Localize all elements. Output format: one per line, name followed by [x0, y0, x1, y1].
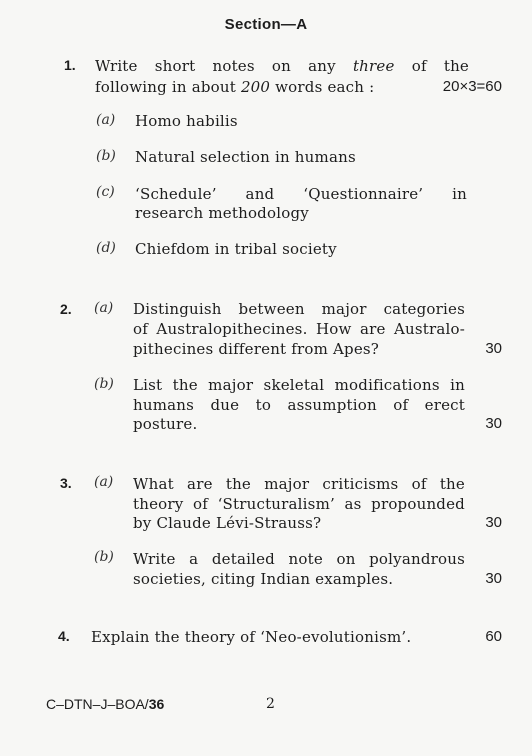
q2-part-b-label: (b)	[94, 376, 114, 392]
q2-part-b-marks: 30	[485, 415, 502, 432]
question-1-stem-line2: following in about 200 words each :	[95, 78, 375, 96]
q1-item-c-label: (c)	[96, 184, 115, 200]
q3-part-b-line2: societies, citing Indian examples.	[133, 570, 394, 588]
question-4-number: 4.	[58, 628, 70, 644]
q2-part-a-line2: of Australopithecines. How are Australo-	[133, 320, 465, 338]
q1-item-d-text: Chiefdom in tribal society	[135, 240, 337, 258]
q1-item-b-label: (b)	[96, 148, 116, 164]
q1-item-c-line1: ‘Schedule’ and ‘Questionnaire’ in	[135, 185, 467, 203]
question-1-number: 1.	[64, 57, 76, 73]
question-1-marks: 20×3=60	[442, 78, 502, 95]
question-1-stem-line1: Write short notes on any three of the	[95, 57, 470, 75]
q3-part-b-line1: Write a detailed note on polyandrous	[133, 550, 465, 568]
q1-item-b-text: Natural selection in humans	[135, 148, 356, 166]
q1-item-c-line2: research methodology	[135, 204, 309, 222]
q3-part-a-line1: What are the major criticisms of the	[133, 475, 465, 493]
q1-item-a-label: (a)	[96, 112, 116, 128]
q3-part-a-marks: 30	[485, 514, 502, 531]
paper-code: C–DTN–J–BOA/36	[46, 696, 165, 712]
q2-part-a-line3: pithecines different from Apes?	[133, 340, 380, 358]
q2-part-b-line1: List the major skeletal modifications in	[133, 376, 465, 394]
q2-part-b-line3: posture.	[133, 415, 198, 433]
q3-part-a-line2: theory of ‘Structuralism’ as propounded	[133, 495, 465, 513]
question-4-marks: 60	[485, 628, 502, 645]
question-3-number: 3.	[60, 475, 72, 491]
question-2-number: 2.	[60, 301, 72, 317]
q2-part-a-marks: 30	[485, 340, 502, 357]
question-4-text: Explain the theory of ‘Neo-evolutionism’.	[91, 628, 412, 646]
q3-part-b-marks: 30	[485, 570, 502, 587]
q1-item-d-label: (d)	[96, 240, 116, 256]
q3-part-b-label: (b)	[94, 549, 114, 565]
q3-part-a-line3: by Claude Lévi-Strauss?	[133, 514, 322, 532]
page-number: 2	[266, 696, 275, 712]
section-title: Section—A	[224, 16, 308, 33]
q2-part-a-label: (a)	[94, 300, 114, 316]
q2-part-a-line1: Distinguish between major categories	[133, 300, 465, 318]
q1-item-a-text: Homo habilis	[135, 112, 238, 130]
q3-part-a-label: (a)	[94, 474, 114, 490]
q2-part-b-line2: humans due to assumption of erect	[133, 396, 465, 414]
